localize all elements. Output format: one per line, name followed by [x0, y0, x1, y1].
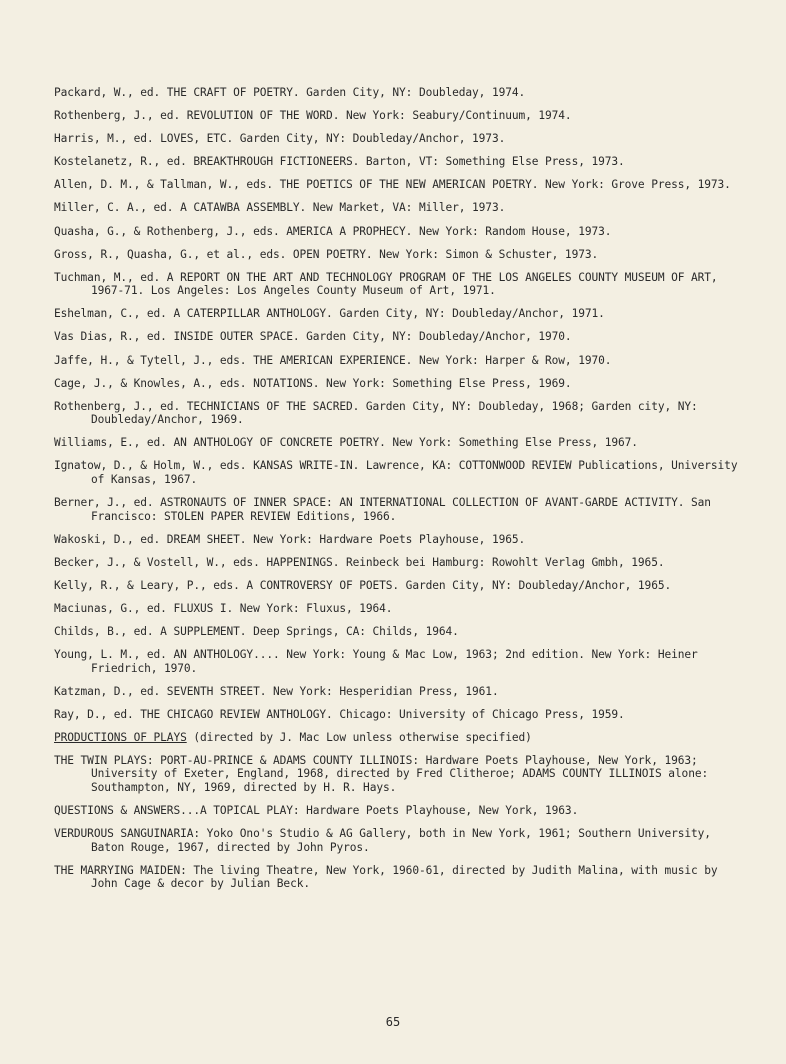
- bibliography-entry: Rothenberg, J., ed. TECHNICIANS OF THE SACRED. Garden City, NY: Doubleday, 1968; Garden city, NY: Doubleday/Anchor, 1969.: [54, 399, 698, 427]
- bibliography-entry: Berner, J., ed. ASTRONAUTS OF INNER SPACE: AN INTERNATIONAL COLLECTION OF AVANT-GARDE ACTIVITY. San Francisco: STOLEN PAPER REVIEW Editions, 1966.: [54, 496, 711, 523]
- bibliography-entry: Miller, C. A., ed. A CATAWBA ASSEMBLY. New Market, VA: Miller, 1973.: [54, 201, 506, 215]
- bibliography-entry: Vas Dias, R., ed. INSIDE OUTER SPACE. Garden City, NY: Doubleday/Anchor, 1970.: [54, 330, 572, 344]
- section-heading: [54, 731, 744, 745]
- bibliography-entry: Becker, J., & Vostell, W., eds. HAPPENINGS. Reinbeck bei Hamburg: Rowohlt Verlag Gmbh, 1965.: [54, 555, 665, 569]
- bibliography-entry: Eshelman, C., ed. A CATERPILLAR ANTHOLOGY. Garden City, NY: Doubleday/Anchor, 1971.: [54, 307, 605, 321]
- bibliography-entry: Allen, D. M., & Tallman, W., eds. THE POETICS OF THE NEW AMERICAN POETRY. New York: Grove Press, 1973.: [54, 178, 731, 192]
- bibliography-entry: Kostelanetz, R., ed. BREAKTHROUGH FICTIONEERS. Barton, VT: Something Else Press, 1973.: [54, 155, 625, 169]
- bibliography-entry: Cage, J., & Knowles, A., eds. NOTATIONS. New York: Something Else Press, 1969.: [54, 376, 572, 390]
- bibliography-entry: Young, L. M., ed. AN ANTHOLOGY.... New York: Young & Mac Low, 1963; 2nd edition. New York: Heiner Friedrich, 1970.: [54, 648, 698, 675]
- section-heading-title: PRODUCTIONS OF PLAYS: [54, 730, 187, 744]
- bibliography-entry: Katzman, D., ed. SEVENTH STREET. New York: Hesperidian Press, 1961.: [54, 684, 499, 698]
- play-entry: QUESTIONS & ANSWERS...A TOPICAL PLAY: Hardware Poets Playhouse, New York, 1963.: [54, 804, 579, 818]
- bibliography-entry: Kelly, R., & Leary, P., eds. A CONTROVERSY OF POETS. Garden City, NY: Doubleday/Anchor, 1965.: [54, 578, 672, 592]
- bibliography-entry: Maciunas, G., ed. FLUXUS I. New York: Fluxus, 1964.: [54, 601, 393, 615]
- bibliography-entry: Jaffe, H., & Tytell, J., eds. THE AMERICAN EXPERIENCE. New York: Harper & Row, 1970.: [54, 353, 612, 367]
- play-entry: THE MARRYING MAIDEN: The living Theatre, New York, 1960-61, directed by Judith Malina, with music by John Cage & decor by Julian Beck.: [54, 863, 718, 891]
- bibliography-entry: Harris, M., ed. LOVES, ETC. Garden City, NY: Doubleday/Anchor, 1973.: [54, 132, 506, 146]
- play-entry: VERDUROUS SANGUINARIA: Yoko Ono's Studio & AG Gallery, both in New York, 1961; Southern University, Baton Rouge, 1967, directed by John Pyros.: [54, 827, 711, 854]
- bibliography-list: [54, 86, 744, 900]
- bibliography-entry: Ignatow, D., & Holm, W., eds. KANSAS WRITE-IN. Lawrence, KA: COTTONWOOD REVIEW Publications, University of Kansas, 1967.: [54, 459, 738, 486]
- bibliography-entry: Quasha, G., & Rothenberg, J., eds. AMERICA A PROPHECY. New York: Random House, 1973.: [54, 224, 612, 238]
- bibliography-entry: Childs, B., ed. A SUPPLEMENT. Deep Springs, CA: Childs, 1964.: [54, 624, 459, 638]
- page-number: 65: [385, 1015, 401, 1029]
- bibliography-entry: Wakoski, D., ed. DREAM SHEET. New York: Hardware Poets Playhouse, 1965.: [54, 532, 526, 546]
- section-heading-note: (directed by J. Mac Low unless otherwise specified): [186, 730, 532, 744]
- bibliography-entry: Tuchman, M., ed. A REPORT ON THE ART AND TECHNOLOGY PROGRAM OF THE LOS ANGELES COUNTY MUSEUM OF ART, 1967-71. Los Angeles: Los Angeles County Museum of Art, 1971.: [54, 270, 718, 298]
- bibliography-entry: Rothenberg, J., ed. REVOLUTION OF THE WORD. New York: Seabury/Continuum, 1974.: [54, 109, 572, 123]
- bibliography-entry: Packard, W., ed. THE CRAFT OF POETRY. Garden City, NY: Doubleday, 1974.: [54, 86, 526, 99]
- bibliography-entry: Ray, D., ed. THE CHICAGO REVIEW ANTHOLOGY. Chicago: University of Chicago Press, 1959.: [54, 707, 625, 721]
- bibliography-entry: Williams, E., ed. AN ANTHOLOGY OF CONCRETE POETRY. New York: Something Else Press, 1967.: [54, 436, 638, 450]
- play-entry: THE TWIN PLAYS: PORT-AU-PRINCE & ADAMS COUNTY ILLINOIS: Hardware Poets Playhouse, New York, 1963; University of Exeter, England, 1968, directed by Fred Clitheroe; ADAMS COUNTY ILLINOIS alone: Southampton, NY, 1969, directed by H. R. Hays.: [54, 753, 709, 794]
- bibliography-entry: Gross, R., Quasha, G., et al., eds. OPEN POETRY. New York: Simon & Schuster, 1973.: [54, 247, 599, 261]
